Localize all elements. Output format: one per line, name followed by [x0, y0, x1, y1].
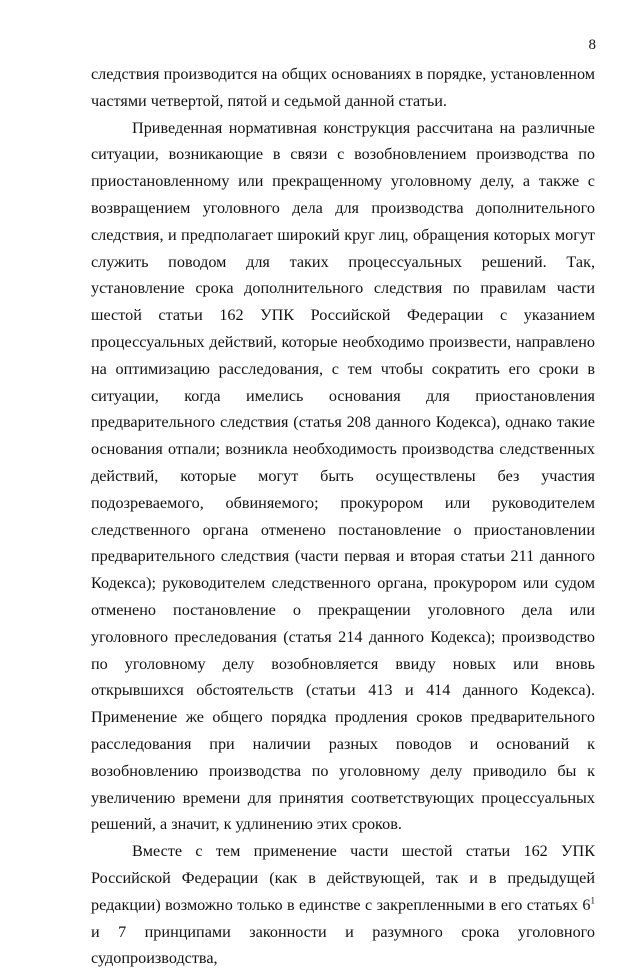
page-number: 8 — [588, 37, 596, 53]
paragraph-1: следствия производится на общих основаниях в порядке, установленном частями четвертой, пятой и седьмой данной статьи. — [91, 65, 595, 110]
paragraph-3 — [91, 838, 595, 972]
superscript-article-number: 1 — [590, 895, 595, 906]
paragraph-3-text-before: Вместе с тем применение части шестой статьи 162 УПК Российской Федерации (как в действующей, так и в предыдущей редакции) возможно только в единстве с закрепленными в его статьях 6 — [91, 842, 595, 914]
document-body — [91, 61, 595, 972]
paragraph-3-text-after: и 7 принципами законности и разумного срока уголовного судопроизводства, — [91, 922, 595, 968]
paragraph-2: Приведенная нормативная конструкция рассчитана на различные ситуации, возникающие в связи с возобновлением производства по приостановленному или прекращенному уголовному делу, а также с возвращением уголовного дела для производства дополнительного следствия, и предполагает широкий круг лиц, обращения которых могут служить поводом для таких процессуальных решений. Так, установление срока дополнительного следствия по правилам части шестой статьи 162 УПК Российской Федерации с указанием процессуальных действий, которые необходимо произвести, направлено на оптимизацию расследования, с тем чтобы сократить его сроки в ситуации, когда имелись основания для приостановления предварительного следствия (статья 208 данного Кодекса), однако такие основания отпали; возникла необходимость производства следственных действий, которые могут быть осуществлены без участия подозреваемого, обвиняемого; прокурором или руководителем следственного органа отменено постановление о приостановлении предварительного следствия (части первая и вторая статьи 211 данного Кодекса); руководителем следственного органа, прокурором или судом отменено постановление о прекращении уголовного дела или уголовного преследования (статья 214 данного Кодекса); производство по уголовному делу возобновляется ввиду новых или вновь открывшихся обстоятельств (статьи 413 и 414 данного Кодекса). Применение же общего порядка продления сроков предварительного расследования при наличии разных поводов и оснований к возобновлению производства по уголовному делу приводило бы к увеличению времени для принятия соответствующих процессуальных решений, а значит, к удлинению этих сроков. — [91, 118, 595, 834]
